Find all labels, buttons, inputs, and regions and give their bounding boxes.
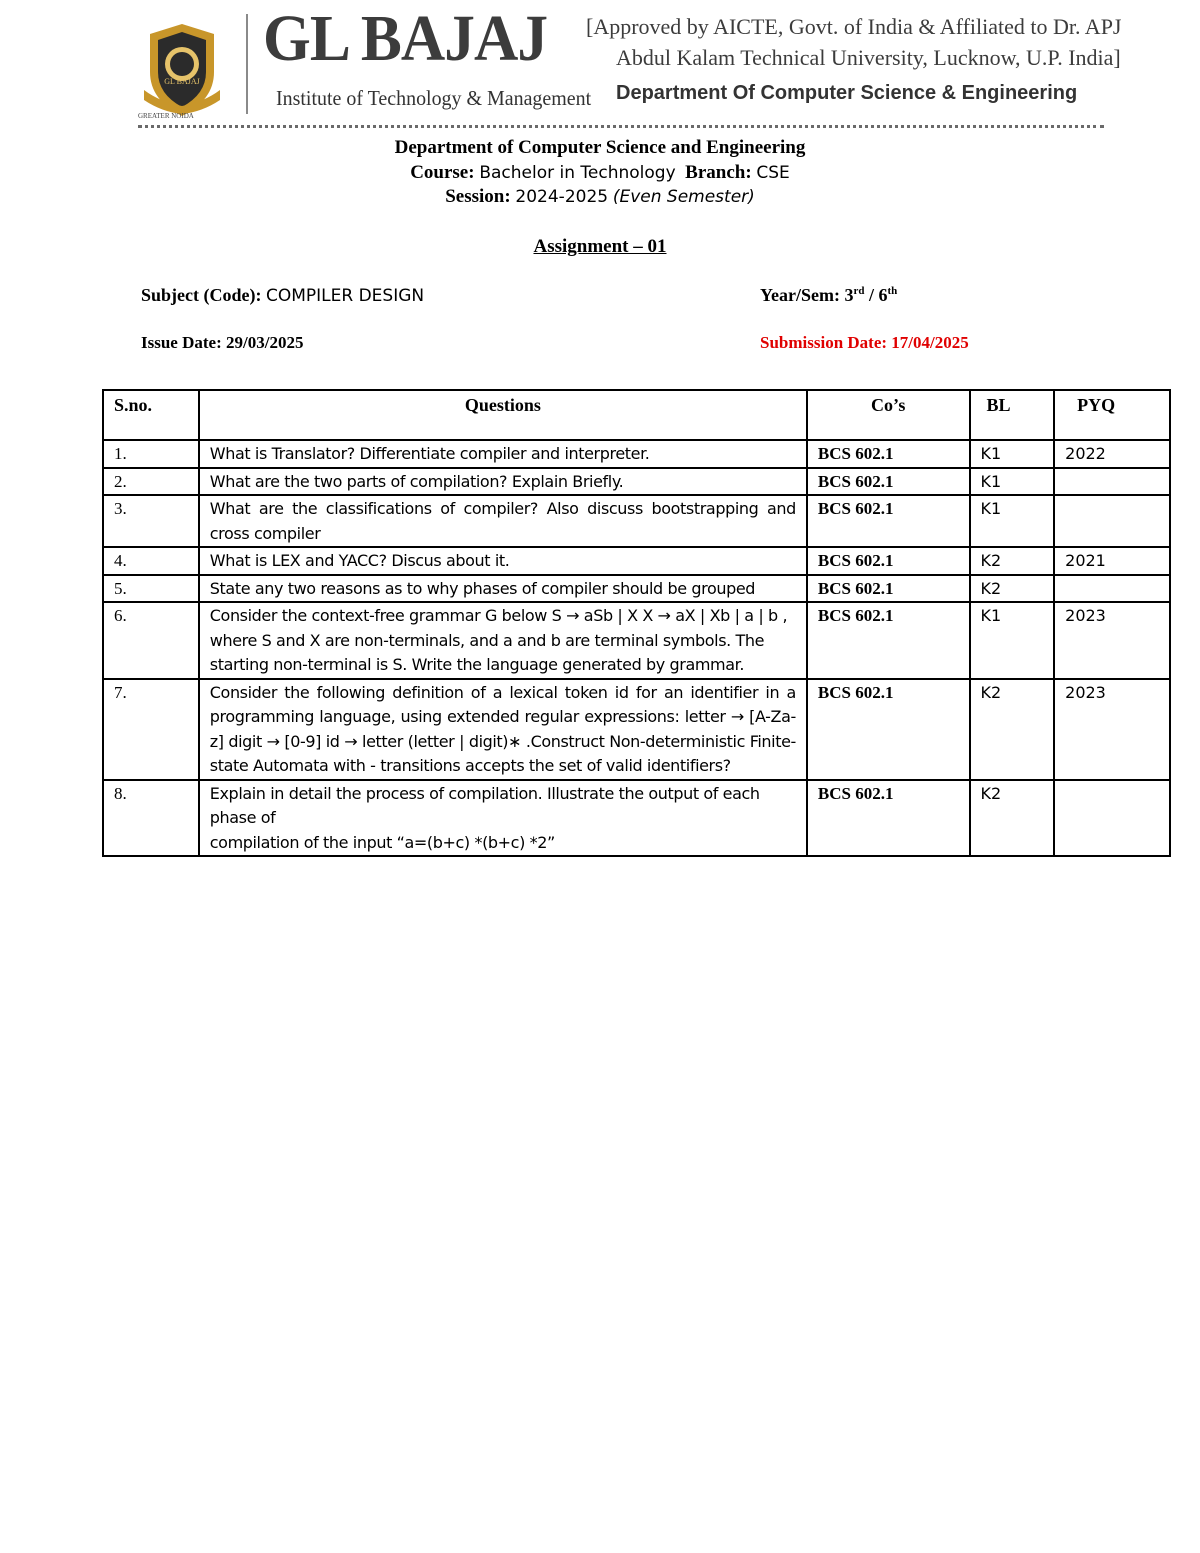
year-sem-line	[760, 285, 897, 306]
row-co: BCS 602.1	[807, 468, 970, 496]
table-row	[103, 575, 1170, 603]
row-sno: 7.	[103, 679, 199, 780]
approval-line-1: [Approved by AICTE, Govt. of India & Affiliated to Dr. APJ	[586, 14, 1122, 39]
row-question: What is LEX and YACC? Discus about it.	[199, 547, 807, 575]
row-bl: K2	[970, 575, 1055, 603]
header-questions: Questions	[199, 390, 807, 440]
row-pyq: 2022	[1054, 440, 1170, 468]
row-co: BCS 602.1	[807, 575, 970, 603]
subject-value: COMPILER DESIGN	[265, 286, 425, 306]
header-cos: Co’s	[807, 390, 970, 440]
table-row	[103, 780, 1170, 857]
row-bl: K1	[970, 468, 1055, 496]
row-question: What are the two parts of compilation? Explain Briefly.	[199, 468, 807, 496]
table-header-row	[103, 390, 1170, 440]
row-question: What are the classifications of compiler? Also discuss bootstrapping and cross compiler	[199, 495, 807, 547]
header-pyq: PYQ	[1054, 390, 1170, 440]
issue-date: Issue Date: 29/03/2025	[141, 333, 304, 352]
assignment-title: Assignment – 01	[533, 236, 667, 257]
row-sno: 3.	[103, 495, 199, 547]
course-label: Course:	[410, 162, 475, 183]
row-question	[199, 780, 807, 857]
row-co: BCS 602.1	[807, 602, 970, 679]
course-value: Bachelor in Technology	[479, 163, 676, 183]
assignment-heading	[0, 236, 1200, 258]
row-pyq	[1054, 495, 1170, 547]
row-pyq	[1054, 780, 1170, 857]
row-sno: 1.	[103, 440, 199, 468]
session-note: (Even Semester)	[612, 187, 755, 207]
row-question-line: Explain in detail the process of compilation. Illustrate the output of each phase of	[209, 783, 760, 827]
row-pyq: 2023	[1054, 602, 1170, 679]
branch-label: Branch:	[685, 162, 752, 183]
subject-line	[141, 285, 424, 306]
row-pyq	[1054, 468, 1170, 496]
table-row	[103, 440, 1170, 468]
course-line	[0, 162, 1200, 184]
branch-value: CSE	[756, 163, 790, 183]
brand-name: GL BAJAJ	[263, 2, 548, 75]
row-co: BCS 602.1	[807, 440, 970, 468]
row-co: BCS 602.1	[807, 547, 970, 575]
row-sno: 4.	[103, 547, 199, 575]
row-bl: K2	[970, 679, 1055, 780]
department-title: Department of Computer Science and Engineering	[394, 137, 806, 158]
row-bl: K2	[970, 780, 1055, 857]
table-row	[103, 547, 1170, 575]
emblem-caption: GREATER NOIDA	[138, 112, 194, 120]
institute-emblem-icon	[140, 20, 224, 120]
row-co: BCS 602.1	[807, 679, 970, 780]
year-sem-label: Year/Sem:	[760, 285, 840, 305]
department-banner: Department Of Computer Science & Engineering	[616, 82, 1078, 104]
row-bl: K1	[970, 495, 1055, 547]
row-co: BCS 602.1	[807, 780, 970, 857]
table-row	[103, 495, 1170, 547]
submission-date: Submission Date: 17/04/2025	[760, 333, 969, 352]
row-question: State any two reasons as to why phases of compiler should be grouped	[199, 575, 807, 603]
row-bl: K2	[970, 547, 1055, 575]
sem-number: 6	[878, 285, 888, 305]
year-sem-separator: /	[864, 285, 879, 305]
session-label: Session:	[445, 186, 511, 207]
letterhead	[130, 0, 1122, 140]
questions-table	[102, 389, 1171, 857]
header-bl: BL	[970, 390, 1055, 440]
letterhead-divider	[138, 125, 1104, 128]
year-number: 3	[844, 285, 854, 305]
brand-subtitle: Institute of Technology & Management	[276, 86, 592, 110]
row-bl: K1	[970, 440, 1055, 468]
session-line	[0, 186, 1200, 208]
emblem-text: GL BAJAJ	[164, 77, 200, 86]
table-row	[103, 679, 1170, 780]
year-suffix: rd	[853, 285, 865, 297]
row-pyq: 2023	[1054, 679, 1170, 780]
row-question: Consider the context-free grammar G below S → aSb | X X → aX | Xb | a | b , where S and X are non-terminals, and a and b are terminal symbols. The starting non-terminal is S. Write the language generated by grammar.	[199, 602, 807, 679]
header-sno: S.no.	[103, 390, 199, 440]
row-bl: K1	[970, 602, 1055, 679]
row-sno: 5.	[103, 575, 199, 603]
row-co: BCS 602.1	[807, 495, 970, 547]
session-value: 2024-2025	[515, 187, 609, 207]
row-sno: 6.	[103, 602, 199, 679]
row-pyq	[1054, 575, 1170, 603]
subject-label: Subject (Code):	[141, 285, 262, 305]
approval-line-2: Abdul Kalam Technical University, Lucknow, U.P. India]	[616, 45, 1121, 70]
row-sno: 8.	[103, 780, 199, 857]
table-row	[103, 602, 1170, 679]
row-question: What is Translator? Differentiate compiler and interpreter.	[199, 440, 807, 468]
table-row	[103, 468, 1170, 496]
row-question-line: compilation of the input “a=(b+c) *(b+c) *2”	[209, 832, 555, 852]
row-question: Consider the following definition of a lexical token id for an identifier in a programming language, using extended regular expressions: letter → [A-Za-z] digit → [0-9] id → letter (letter | digit)∗ .Construct Non-deterministic Finite-state Automata with - transitions accepts the set of valid identifiers?	[199, 679, 807, 780]
logo-divider	[246, 14, 248, 114]
sem-suffix: th	[887, 285, 898, 297]
row-sno: 2.	[103, 468, 199, 496]
row-pyq: 2021	[1054, 547, 1170, 575]
